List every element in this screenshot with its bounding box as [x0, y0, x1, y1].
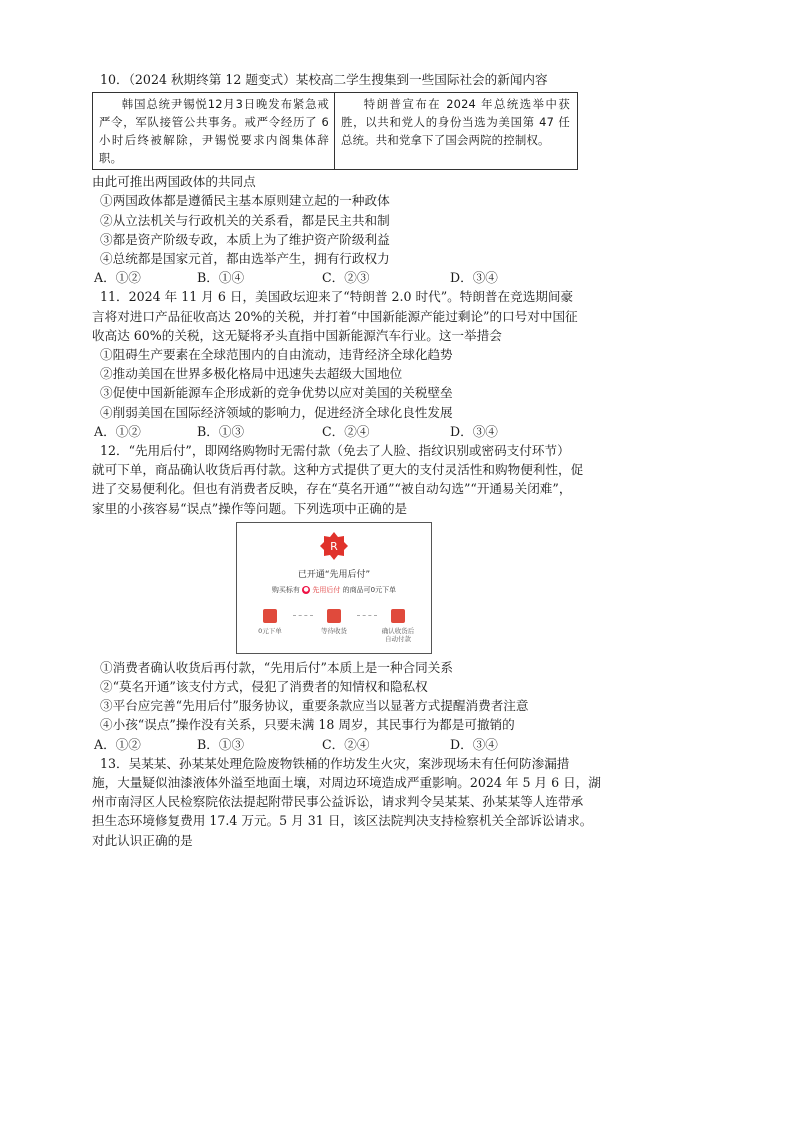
flame-icon: ● — [303, 585, 309, 593]
q11-choice-d: D．③④ — [450, 423, 498, 439]
q11-choice-a: A．①② — [94, 423, 141, 439]
figure-step-3 — [373, 609, 423, 643]
q12-option-1: ①消费者确认收货后再付款，“先用后付”本质上是一种合同关系 — [100, 659, 453, 675]
figure-title: 已开通“先用后付” — [297, 569, 371, 580]
q10-news-left — [93, 93, 334, 169]
q11-choices — [92, 422, 696, 441]
figure-sub-pre: 购买标有 — [271, 585, 300, 594]
q13-line-5: 对此认识正确的是 — [92, 832, 193, 848]
q12-option-4: ④小孩“误点”操作没有关系，只要未满 18 周岁，其民事行为都是可撤销的 — [100, 717, 515, 733]
figure-step-2-label: 等待收货 — [321, 626, 347, 635]
q13-line-2: 施，大量疑似油漆液体外溢至地面土壤，对周边环境造成严重影响。2024 年 5 月 6 日，湖 — [92, 775, 601, 791]
q12-line-2: 就可下单，商品确认收货后再付款。这种方式提供了更大的支付灵活性和购物便利性，促 — [92, 462, 584, 478]
q12-choice-b: B．①③ — [197, 736, 245, 752]
q10-news-right-text: 特朗普宣布在 2024 年总统选举中获胜，以共和党人的身份当选为美国第 47 任总统。共和党拿下了国会两院的控制权。 — [341, 97, 570, 148]
q13-line-1: 13．吴某某、孙某某处理危险废物铁桶的作坊发生火灾，案涉现场未有任何防渗漏措 — [100, 755, 570, 771]
badge-icon — [319, 531, 349, 561]
figure-step-2 — [309, 609, 359, 635]
q10-option-2: ②从立法机关与行政机关的关系看，都是民主共和制 — [100, 212, 390, 228]
q10-option-1: ①两国政体都是遵循民主基本原则建立起的一种政体 — [100, 193, 390, 209]
q12-figure — [236, 522, 432, 654]
q11-line-3: 收高达 60%的关税，这无疑将矛头直指中国新能源汽车行业。这一举措会 — [92, 327, 502, 343]
q10-stem: 10．（2024 秋期终第 12 题变式）某校高二学生搜集到一些国际社会的新闻内容 — [100, 72, 548, 87]
q11-line-2: 言将对进口产品征收高达 20%的关税，并打着“中国新能源产能过剩论”的口号对中国征 — [92, 308, 578, 324]
q10-news-right — [334, 93, 575, 169]
figure-step-1-label: 0元下单 — [258, 626, 282, 635]
q13-line-3: 州市南浔区人民检察院依法提起附带民事公益诉讼，请求判令吴某某、孙某某等人连带承 — [92, 794, 584, 810]
q10-choices — [92, 268, 696, 287]
payment-icon — [391, 609, 405, 623]
q10-choice-d: D．③④ — [450, 270, 498, 286]
q13-line-4: 担生态环境修复费用 17.4 万元。5 月 31 日，该区法院判决支持检察机关全部诉讼请求。 — [92, 813, 593, 829]
q12-choice-c: C．②④ — [322, 736, 370, 752]
q11-line-1: 11．2024 年 11 月 6 日，美国政坛迎来了“特朗普 2.0 时代”。特朗普在竞选期间豪 — [100, 289, 574, 305]
q10-news-box — [92, 92, 578, 170]
figure-sub-tag: 先用后付 — [312, 585, 341, 594]
exam-page — [92, 70, 696, 850]
svg-text:R: R — [330, 539, 338, 553]
q11-choice-c: C．②④ — [322, 423, 370, 439]
figure-step-3-label: 确认收货后 自动付款 — [381, 626, 415, 643]
q12-line-4: 家里的小孩容易“误点”操作等问题。下列选项中正确的是 — [92, 500, 408, 516]
q11-option-1: ①阻碍生产要素在全球范围内的自由流动，违背经济全球化趋势 — [100, 347, 453, 363]
figure-step-1 — [245, 609, 295, 635]
q10-lead: 由此可推出两国政体的共同点 — [92, 174, 256, 190]
q12-option-2: ②“莫名开通”该支付方式，侵犯了消费者的知情权和隐私权 — [100, 679, 428, 695]
q10-option-4: ④总统都是国家元首，都由选举产生，拥有行政权力 — [100, 251, 390, 267]
figure-subtitle — [237, 585, 431, 595]
q11-option-4: ④削弱美国在国际经济领域的影响力，促进经济全球化良性发展 — [100, 404, 453, 420]
truck-icon — [327, 609, 341, 623]
q10-news-left-text: 韩国总统尹锡悦12月3日晚发布紧急戒严令，军队接管公共事务。戒严令经历了 6 小时后终被解除，尹锡悦要求内阁集体辞职。 — [99, 97, 329, 166]
q12-line-3: 进了交易便利化。但也有消费者反映，存在“莫名开通”“被自动勾选”“开通易关闭难”， — [92, 481, 572, 497]
q12-option-3: ③平台应完善“先用后付”服务协议，重要条款应当以显著方式提醒消费者注意 — [100, 698, 529, 714]
q10-choice-a: A．①② — [94, 270, 141, 286]
figure-sub-post: 的商品可0元下单 — [342, 585, 397, 594]
q11-choice-b: B．①③ — [197, 423, 245, 439]
q12-choice-d: D．③④ — [450, 736, 498, 752]
q12-choices — [92, 735, 696, 754]
q10-choice-b: B．①④ — [197, 270, 245, 286]
q10-choice-c: C．②③ — [322, 270, 370, 286]
q11-option-3: ③促使中国新能源车企形成新的竞争优势以应对美国的关税壁垒 — [100, 385, 453, 401]
q11-option-2: ②推动美国在世界多极化格局中迅速失去超级大国地位 — [100, 366, 403, 382]
q12-line-1: 12．“先用后付”，即网络购物时无需付款（免去了人脸、指纹识别或密码支付环节） — [100, 443, 570, 459]
order-icon — [263, 609, 277, 623]
q10-option-3: ③都是资产阶级专政，本质上为了维护资产阶级利益 — [100, 231, 390, 247]
q12-choice-a: A．①② — [94, 736, 141, 752]
